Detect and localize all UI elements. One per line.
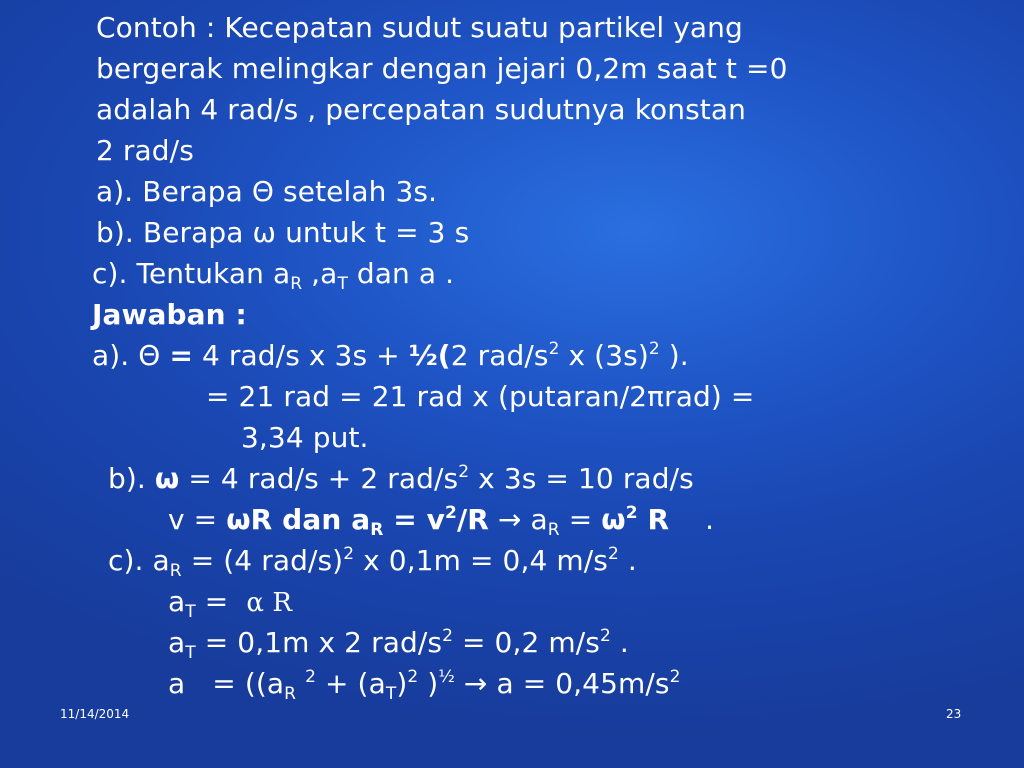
text-part: x 0,1m = 0,4 m/s (354, 544, 608, 577)
subscript: R (290, 274, 303, 294)
text-part: 4 rad/s x 3s + (193, 339, 409, 372)
text-part: a (168, 626, 186, 659)
intro-line-3: adalah 4 rad/s , percepatan sudutnya konstan (96, 93, 746, 126)
text-part: + (a (316, 667, 386, 700)
superscript: 2 (625, 503, 638, 523)
bold-part: = v (383, 503, 446, 536)
question-c-part: dan a . (347, 257, 455, 290)
text-part: = 0,2 m/s (453, 626, 600, 659)
answer-b-line-2 (168, 503, 715, 540)
text-part: x 3s = 10 rad/s (469, 462, 694, 495)
arrow-part: → a (488, 503, 548, 536)
answer-c-line-2 (168, 585, 292, 620)
superscript: 2 (407, 667, 419, 687)
subscript: R (284, 684, 297, 704)
text-part: = (559, 503, 602, 536)
bold-part: ½( (408, 339, 451, 372)
text-part: . (610, 626, 629, 659)
superscript: 2 (669, 667, 681, 687)
text-part: v = (168, 503, 227, 536)
answer-c-line-3 (168, 626, 629, 663)
text-part: . (618, 544, 637, 577)
subscript: T (337, 274, 348, 294)
superscript: 2 (548, 339, 560, 359)
text-part: 2 rad/s (450, 339, 549, 372)
text-part: a = ((a (168, 667, 285, 700)
text-part: = 0,1m x 2 rad/s (195, 626, 443, 659)
intro-line-2: bergerak melingkar dengan jejari 0,2m saat t =0 (96, 52, 788, 85)
question-a: a). Berapa Θ setelah 3s. (96, 175, 438, 208)
subscript: T (385, 684, 397, 704)
question-c (92, 257, 455, 294)
text-part: b). (108, 462, 155, 495)
answer-c-line-4 (168, 667, 681, 704)
intro-line-4: 2 rad/s (96, 134, 194, 167)
text-part: a (168, 585, 186, 618)
subscript: R (547, 520, 560, 540)
intro-line-1: Contoh : Kecepatan sudut suatu partikel yang (96, 11, 743, 44)
text-part: → a = 0,45m/s (454, 667, 670, 700)
superscript: 2 (343, 544, 355, 564)
answer-c-line-1 (108, 544, 637, 581)
answer-a-line-1 (92, 339, 689, 373)
text-part: ) (396, 667, 408, 700)
text-part (296, 667, 305, 700)
text-part: c). a (108, 544, 170, 577)
question-b: b). Berapa ω untuk t = 3 s (96, 216, 470, 249)
bold-part: R (637, 503, 670, 536)
text-part: ). (659, 339, 689, 372)
answer-heading: Jawaban : (92, 298, 247, 331)
answer-a-line-3: 3,34 put. (241, 421, 369, 454)
superscript: ½ (438, 667, 455, 687)
answer-b-line-1 (108, 462, 694, 496)
bold-part: = (169, 339, 193, 372)
omega-symbol: ω (601, 503, 626, 536)
text-part: = 4 rad/s + 2 rad/s (179, 462, 459, 495)
subscript: R (370, 520, 384, 540)
subscript: R (169, 561, 182, 581)
superscript: 2 (648, 339, 660, 359)
superscript: 2 (458, 462, 470, 482)
omega-symbol: ω (154, 462, 180, 495)
text-part: ) (418, 667, 439, 700)
text-part: = (195, 585, 247, 618)
alpha-r-expression: α R (246, 588, 293, 618)
text-part: x (3s) (559, 339, 649, 372)
question-c-part: ,a (302, 257, 338, 290)
subscript: T (185, 643, 196, 663)
question-c-part: c). Tentukan a (92, 257, 291, 290)
text-part: . (669, 503, 715, 536)
footer-date: 11/14/2014 (60, 707, 130, 721)
superscript: 2 (608, 544, 619, 564)
bold-part: /R (456, 503, 489, 536)
superscript: 2 (305, 667, 316, 687)
answer-a-line-2: = 21 rad = 21 rad x (putaran/2πrad) = (206, 380, 755, 413)
superscript: 2 (442, 626, 453, 646)
superscript: 2 (445, 503, 457, 523)
text-part: = (4 rad/s) (181, 544, 344, 577)
superscript: 2 (600, 626, 611, 646)
footer-page-number: 23 (946, 707, 962, 721)
subscript: T (185, 602, 196, 622)
bold-part: ωR dan a (226, 503, 371, 536)
text-part: a). Θ (92, 339, 170, 372)
